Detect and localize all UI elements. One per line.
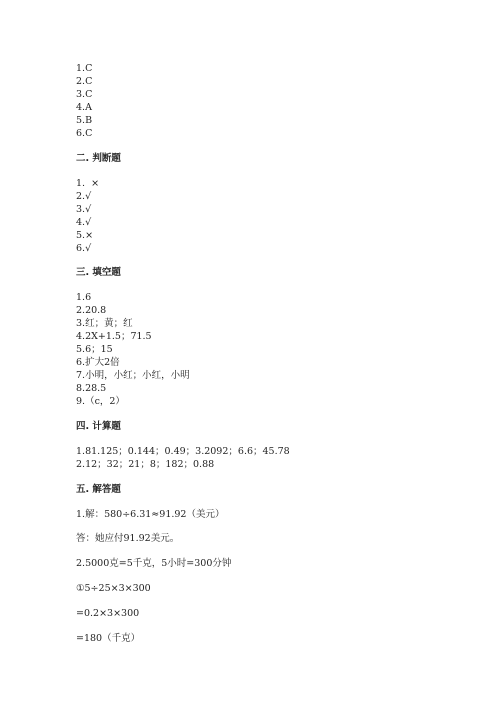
answer-line: 6.扩大2倍 [76, 357, 120, 368]
answer-line: ①5÷25×3×300 [76, 583, 151, 594]
answer-line: 5.B [76, 115, 93, 126]
section-heading: 四. 计算题 [76, 421, 121, 432]
answer-line: 8.28.5 [76, 383, 107, 394]
answer-line: 1. × [76, 178, 100, 189]
section-heading: 二. 判断题 [76, 153, 121, 164]
answer-line: 2.20.8 [76, 305, 107, 316]
answer-line: 1.解：580÷6.31≈91.92（美元） [76, 509, 225, 520]
answer-line: 6.√ [76, 243, 92, 254]
answer-line: 7.小明，小红；小红，小明 [76, 370, 190, 381]
answer-line: =0.2×3×300 [76, 608, 140, 619]
answer-line: 1.81.125；0.144；0.49；3.2092；6.6；45.78 [76, 446, 290, 457]
answer-line: 2.5000克=5千克，5小时=300分钟 [76, 558, 232, 569]
answer-line: 2.C [76, 76, 93, 87]
section-heading: 三. 填空题 [76, 267, 121, 278]
answer-line: 4.A [76, 102, 92, 113]
answer-line: 2.12；32；21；8；182；0.88 [76, 459, 215, 470]
answer-line: 6.C [76, 128, 93, 139]
answer-line: 5.× [76, 230, 94, 241]
answer-line: 1.C [76, 63, 93, 74]
answer-line: =180（千克） [76, 633, 141, 644]
answer-line: 9.（c，2） [76, 396, 125, 407]
answer-line: 3.红；黄；红 [76, 318, 133, 329]
answer-line: 答：她应付91.92美元。 [76, 533, 180, 544]
section-heading: 五. 解答题 [76, 484, 121, 495]
answer-line: 4.√ [76, 217, 92, 228]
answer-line: 4.2X+1.5；71.5 [76, 331, 152, 342]
answer-line: 3.√ [76, 204, 92, 215]
answer-line: 3.C [76, 89, 93, 100]
answer-line: 1.6 [76, 292, 92, 303]
answer-line: 5.6；15 [76, 344, 113, 355]
answer-line: 2.√ [76, 191, 92, 202]
